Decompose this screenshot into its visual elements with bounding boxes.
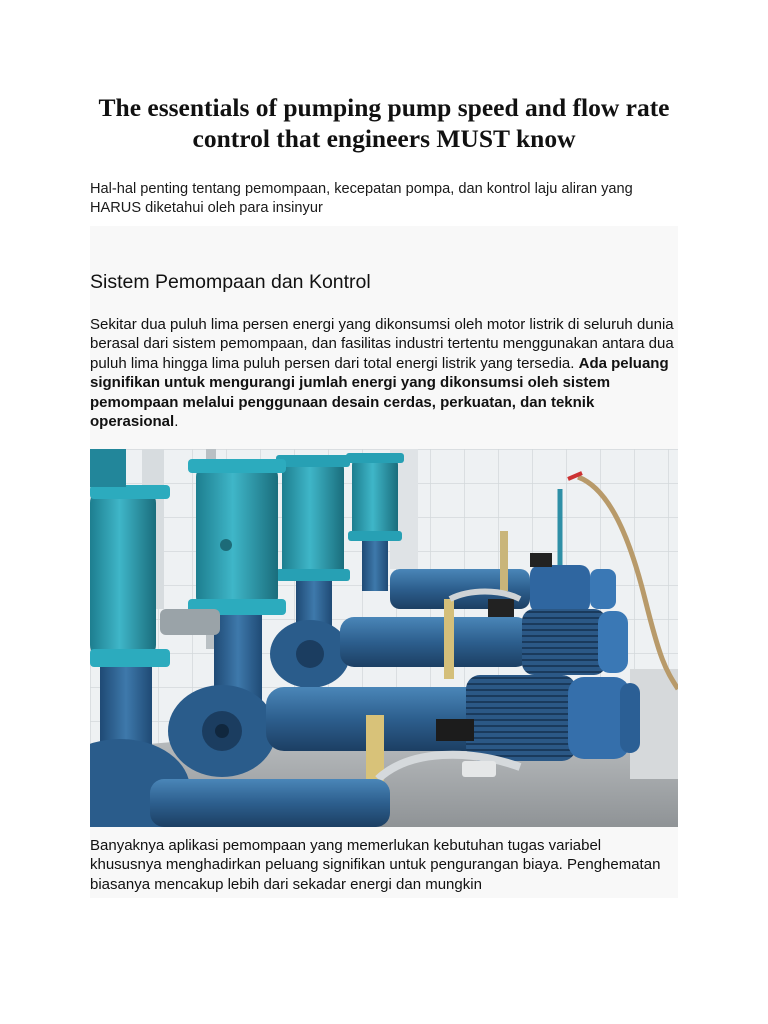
- content-panel: [90, 226, 678, 898]
- pump-photo: [90, 449, 678, 827]
- intro-paragraph: [90, 315, 675, 431]
- intro-paragraph-end: .: [174, 413, 179, 431]
- intro-paragraph-text: Sekitar dua puluh lima persen energi yang dikonsumsi oleh motor listrik di seluruh dunia berasal dari sistem pemompaan, dan fasilitas industri tertentu menggunakan antara dua puluh lima hingga lima puluh persen dari total energi listrik yang tersedia.: [90, 316, 674, 372]
- intro-paragraph-emphasis: Ada peluang signifikan untuk mengurangi jumlah energi yang dikonsumsi oleh sistem pemompaan melalui penggunaan desain cerdas, perkuatan, dan teknik operasional: [90, 354, 669, 431]
- document-subtitle: Hal-hal penting tentang pemompaan, kecepatan pompa, dan kontrol laju aliran yang HARUS diketahui oleh para insinyur: [90, 181, 633, 216]
- document-title: The essentials of pumping pump speed and flow rate control that engineers MUST know: [98, 93, 670, 153]
- section-heading: Sistem Pemompaan dan Kontrol: [90, 271, 371, 293]
- body-paragraph: Banyaknya aplikasi pemompaan yang memerlukan kebutuhan tugas variabel khususnya menghadirkan peluang signifikan untuk pengurangan biaya. Penghematan biasanya mencakup lebih dari sekadar energi dan mungkin: [90, 837, 661, 893]
